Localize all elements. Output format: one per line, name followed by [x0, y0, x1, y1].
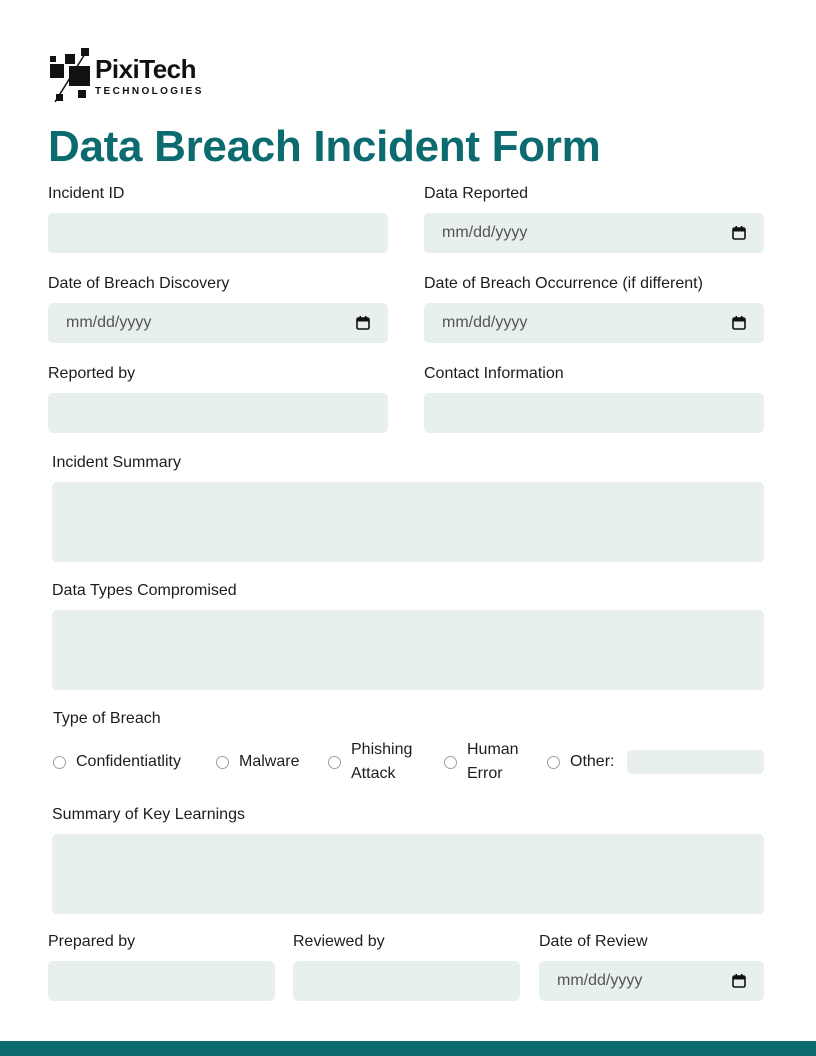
- brand-name: PixiTech: [95, 54, 197, 84]
- data-types-label: Data Types Compromised: [52, 582, 237, 599]
- calendar-icon[interactable]: [356, 316, 370, 330]
- page-title: Data Breach Incident Form: [48, 122, 601, 171]
- key-learnings-textarea[interactable]: [52, 834, 764, 914]
- option-label-line1: Phishing: [351, 741, 413, 758]
- option-label: Malware: [239, 753, 300, 770]
- breach-option-confidentiality[interactable]: [53, 752, 181, 772]
- option-label: Confidentiatlity: [76, 753, 181, 770]
- date-placeholder: mm/dd/yyyy: [442, 314, 528, 331]
- company-logo: [48, 46, 208, 106]
- discovery-date-label: Date of Breach Discovery: [48, 275, 230, 292]
- reviewed-by-label: Reviewed by: [293, 933, 385, 950]
- breach-option-malware[interactable]: [216, 752, 299, 772]
- reported-by-input[interactable]: [48, 393, 388, 433]
- discovery-date-input[interactable]: [48, 303, 388, 343]
- date-placeholder: mm/dd/yyyy: [557, 972, 643, 989]
- key-learnings-label: Summary of Key Learnings: [52, 806, 245, 823]
- breach-option-phishing[interactable]: [328, 738, 412, 786]
- incident-summary-label: Incident Summary: [52, 454, 181, 471]
- option-label-line2: Error: [467, 765, 503, 782]
- option-label-line1: Human: [467, 741, 519, 758]
- contact-info-input[interactable]: [424, 393, 764, 433]
- pixel-logo-icon: [48, 46, 94, 106]
- calendar-icon[interactable]: [732, 316, 746, 330]
- calendar-icon[interactable]: [732, 974, 746, 988]
- calendar-icon[interactable]: [732, 226, 746, 240]
- reviewed-by-input[interactable]: [293, 961, 520, 1001]
- radio-button[interactable]: [444, 756, 457, 769]
- date-placeholder: mm/dd/yyyy: [442, 224, 528, 241]
- radio-button[interactable]: [216, 756, 229, 769]
- prepared-by-input[interactable]: [48, 961, 275, 1001]
- data-types-textarea[interactable]: [52, 610, 764, 690]
- option-label: Other:: [570, 753, 615, 770]
- reported-by-label: Reported by: [48, 365, 136, 382]
- radio-button[interactable]: [547, 756, 560, 769]
- contact-info-label: Contact Information: [424, 365, 564, 382]
- option-label: [351, 738, 412, 786]
- radio-button[interactable]: [328, 756, 341, 769]
- footer-bar: [0, 1041, 816, 1056]
- data-reported-date-input[interactable]: [424, 213, 764, 253]
- brand-tagline: TECHNOLOGIES: [95, 86, 204, 97]
- radio-button[interactable]: [53, 756, 66, 769]
- occurrence-date-input[interactable]: [424, 303, 764, 343]
- breach-option-other[interactable]: [547, 752, 614, 772]
- incident-id-input[interactable]: [48, 213, 388, 253]
- breach-option-human-error[interactable]: [444, 738, 519, 786]
- option-label: [467, 738, 519, 786]
- date-placeholder: mm/dd/yyyy: [66, 314, 152, 331]
- type-of-breach-label: Type of Breach: [53, 710, 161, 727]
- incident-id-label: Incident ID: [48, 185, 125, 202]
- date-of-review-label: Date of Review: [539, 933, 648, 950]
- data-reported-label: Data Reported: [424, 185, 529, 202]
- option-label-line2: Attack: [351, 765, 396, 782]
- date-of-review-input[interactable]: [539, 961, 764, 1001]
- incident-summary-textarea[interactable]: [52, 482, 764, 562]
- other-breach-input[interactable]: [627, 750, 764, 774]
- occurrence-date-label: Date of Breach Occurrence (if different): [424, 275, 703, 292]
- prepared-by-label: Prepared by: [48, 933, 136, 950]
